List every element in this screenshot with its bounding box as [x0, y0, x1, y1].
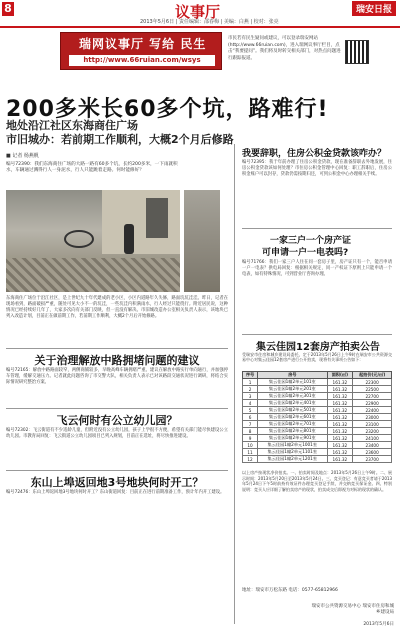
auction-title: 集云佳园12套房产拍卖公告 — [256, 342, 380, 353]
forum-banner — [60, 32, 222, 70]
page-header — [0, 0, 400, 26]
table-cell: 161.32 — [327, 442, 353, 449]
photo-rubble — [6, 258, 180, 292]
photo-person — [124, 224, 134, 254]
road-body: 编号72476：东山上埠返回地3号地块何时开工？东山街道回复：目前正在进行前期准备工作，预计年内开工建设。 — [6, 490, 225, 495]
kindergarten-body: 编号72302：飞云街道有不少适龄儿童，但附近没有公立幼儿园，孩子上学很不方便，希望有关部门能尽快建设公立幼儿园。市教育局回复：飞云街道公立幼儿园项目已列入规划，目前正在选址，将尽快推进建设。 — [6, 428, 228, 439]
col-header: 房号 — [258, 372, 327, 379]
table-cell: 161.32 — [327, 456, 353, 463]
auction-notes: 以上房产按现状净价拍卖。一、拍卖时间及地点：2013年5月26日上午9时。二、展示时间：2013年5月20日至2013年5月24日。三、竞买登记：有意竞买者请于2013年5月24日下午5时前持有效证件办理竞买登记手续，并交纳竞买保证金。四、特别说明：竞买人应详细了解拍卖房产的现状，拍卖成交后即视为对标的现状的确认。 — [242, 470, 392, 492]
banner-note: 市民若有民生疑问或建议，可以登录瑞安网站(http://www.66ruian.com)，进入瑞网议事厅栏目，点击“我要提问”。我们将及时转交相关部门，对热点问题进行跟踪报道。 — [228, 36, 341, 61]
table-cell: 7 — [243, 421, 258, 428]
table-cell: 23400 — [353, 442, 392, 449]
loan-headline: 我要辞职，住房公积金贷款该咋办？ — [242, 149, 387, 159]
header-meta: 2013年5月6日 | 责任编辑：邵春梅 | 美编：白燕 | 校对：张亮 — [140, 19, 279, 25]
byline: ■ 记者 杨燕帆 — [6, 153, 39, 159]
main-body: 东海商住广场位于沿江社区，是上世纪九十年代建成的老小区，小区内道路年久失修，路面坑坑洼洼。昨日，记者在现场看到，路面破损严重，随处可见大小不一的坑洼，一些坑洼内积满雨水，行人经过只能绕行。附近居民说，这种情况已经持续好几年了，大家多次向有关部门反映，但一直没有解决。市旧城改造办公室相关负责人表示，该地块已列入改造计划，目前正在做前期工作，若前期工作顺利，大概2个月后开始修路。 — [6, 296, 228, 319]
subhead-line-1: 地处沿江社区东海商住广场 — [6, 119, 138, 132]
table-cell: 集云佳园1幢2单元701室 — [258, 421, 327, 428]
main-headline: 200多米长60多个坑，路难行! — [6, 97, 329, 122]
table-cell: 23200 — [353, 428, 392, 435]
table-cell: 集云佳园1幢2单元901室 — [258, 435, 327, 442]
table-cell: 集云佳园1幢2单元1201室 — [258, 456, 327, 463]
table-cell: 161.32 — [327, 407, 353, 414]
kindergarten-headline: 飞云何时有公立幼儿园？ — [56, 414, 178, 427]
photo-door — [146, 198, 168, 238]
table-row — [243, 421, 392, 428]
table-cell: 集云佳园1幢2单元801室 — [258, 428, 327, 435]
family-headline-1: 一家三户一个房产证 — [270, 236, 352, 246]
auction-contact: 地址：瑞安市万松东路 电话：0577-65812966 — [242, 588, 338, 593]
table-cell: 集云佳园1幢2单元1001室 — [258, 442, 327, 449]
table-cell: 161.32 — [327, 428, 353, 435]
table-cell: 集云佳园1幢2单元401室 — [258, 400, 327, 407]
table-cell: 23000 — [353, 414, 392, 421]
divider — [6, 470, 228, 471]
table-cell: 161.32 — [327, 400, 353, 407]
table-cell: 5 — [243, 407, 258, 414]
table-cell: 23100 — [353, 421, 392, 428]
divider — [6, 348, 228, 349]
banner-title: 瑞网议事厅 写给 民生 — [79, 37, 207, 51]
photo-wall — [102, 190, 180, 254]
table-cell: 11 — [243, 449, 258, 456]
table-row — [243, 428, 392, 435]
road-photo-side — [184, 190, 220, 292]
table-cell: 22400 — [353, 407, 392, 414]
table-row — [243, 393, 392, 400]
table-cell: 2 — [243, 386, 258, 393]
table-cell: 22500 — [353, 386, 392, 393]
auction-intro: 受瑞安市住房和城乡建设局委托，定于2013年5月26日上午9时在瑞安市公共资源交易中心对集云佳园12套房产进行公开拍卖，现将有关事项公告如下： — [242, 352, 392, 363]
road-photo — [6, 190, 180, 292]
table-cell: 161.32 — [327, 386, 353, 393]
table-cell: 3 — [243, 393, 258, 400]
photo-bike — [64, 230, 94, 248]
table-cell: 集云佳园1幢2单元201室 — [258, 386, 327, 393]
table-cell: 10 — [243, 442, 258, 449]
table-row — [243, 379, 392, 386]
table-cell: 12 — [243, 456, 258, 463]
table-cell: 集云佳园1幢2单元301室 — [258, 393, 327, 400]
pedestrian-body: 编号72165：解放中路路面较窄，两侧商铺较多，早晚高峰车辆拥堵严重。建议在解放中路实行单向通行，并加强停车管理，缓解交通压力。记者就此问题咨询了市交警大队，相关负责人表示已对该路段交通状况进行调研，将结合实际情况研究整治方案。 — [6, 368, 228, 385]
table-row — [243, 414, 392, 421]
table-row — [243, 386, 392, 393]
table-cell: 集云佳园1幢2单元601室 — [258, 414, 327, 421]
banner-url[interactable]: http://www.66ruian.com/wsys — [69, 55, 215, 66]
divider — [242, 334, 392, 335]
col-header: 面积(㎡) — [327, 372, 353, 379]
family-headline-2: 可申请一户一电表吗? — [262, 248, 349, 258]
table-cell: 161.32 — [327, 421, 353, 428]
divider — [6, 408, 228, 409]
table-cell: 集云佳园1幢2单元1101室 — [258, 449, 327, 456]
table-cell: 集云佳园1幢2单元101室 — [258, 379, 327, 386]
table-cell: 6 — [243, 414, 258, 421]
table-cell: 24100 — [353, 435, 392, 442]
table-cell: 9 — [243, 435, 258, 442]
table-cell: 22700 — [353, 393, 392, 400]
table-cell: 161.32 — [327, 414, 353, 421]
table-row — [243, 442, 392, 449]
road-headline: 东山上埠返回地3号地块何时开工？ — [30, 476, 204, 489]
main-subhead — [6, 119, 286, 147]
auction-date: 2013年5月6日 — [363, 622, 394, 627]
table-cell: 22900 — [353, 400, 392, 407]
col-header: 序号 — [243, 372, 258, 379]
auction-table — [242, 371, 392, 463]
table-cell: 161.32 — [327, 435, 353, 442]
table-cell: 161.32 — [327, 449, 353, 456]
loan-body: 编号72395：我于年前办理了住房公积金贷款，现在准备辞职去外地发展，住房公积金贷款该如何处理？市住房公积金管理中心回复：职工辞职后，住房公积金账户可以封存，贷款仍需按期归还，可到公积金中心办理相关手续。 — [242, 160, 392, 177]
qr-code-icon — [345, 40, 369, 64]
auction-signature: 瑞安市公共资源交易中心 瑞安市住房和城乡建设局 — [311, 604, 394, 615]
table-row — [243, 456, 392, 463]
table-cell: 23600 — [353, 449, 392, 456]
main-lead: 编号72390：我们东海商住广场的大路一路有60多个坑，长约200多米，一下雨就积水，车辆通过溅得行人一身泥水，行人只能跳着走路。何时能修好？ — [6, 162, 178, 174]
header-rule — [0, 26, 400, 28]
table-cell: 1 — [243, 379, 258, 386]
table-cell: 23700 — [353, 456, 392, 463]
page-number: 8 — [2, 2, 14, 16]
table-row — [243, 449, 392, 456]
table-row — [243, 407, 392, 414]
divider — [242, 228, 392, 229]
table-header-row — [243, 372, 392, 379]
pedestrian-headline: 关于治理解放中路拥堵问题的建议 — [34, 354, 200, 367]
table-row — [243, 400, 392, 407]
subhead-line-2: 市旧城办：若前期工作顺利，大概2个月后修路 — [6, 133, 234, 146]
table-cell: 4 — [243, 400, 258, 407]
section-title: 议事厅 — [175, 3, 221, 21]
col-header: 起拍价(元/㎡) — [353, 372, 392, 379]
table-cell: 161.32 — [327, 379, 353, 386]
table-cell: 8 — [243, 428, 258, 435]
table-cell: 22300 — [353, 379, 392, 386]
newspaper-logo: 瑞安日报 — [352, 1, 396, 16]
table-cell: 集云佳园1幢2单元501室 — [258, 407, 327, 414]
table-row — [243, 435, 392, 442]
column-divider — [234, 144, 235, 624]
family-body: 编号71766：我们一家三户人住在同一套房子里，房产证只有一个，能否申请一户一电表？供电局回复：根据相关规定，同一产权证下原则上只能申请一个电表，如有特殊情况，可到营业厅咨询办理。 — [242, 260, 392, 277]
table-cell: 161.32 — [327, 393, 353, 400]
